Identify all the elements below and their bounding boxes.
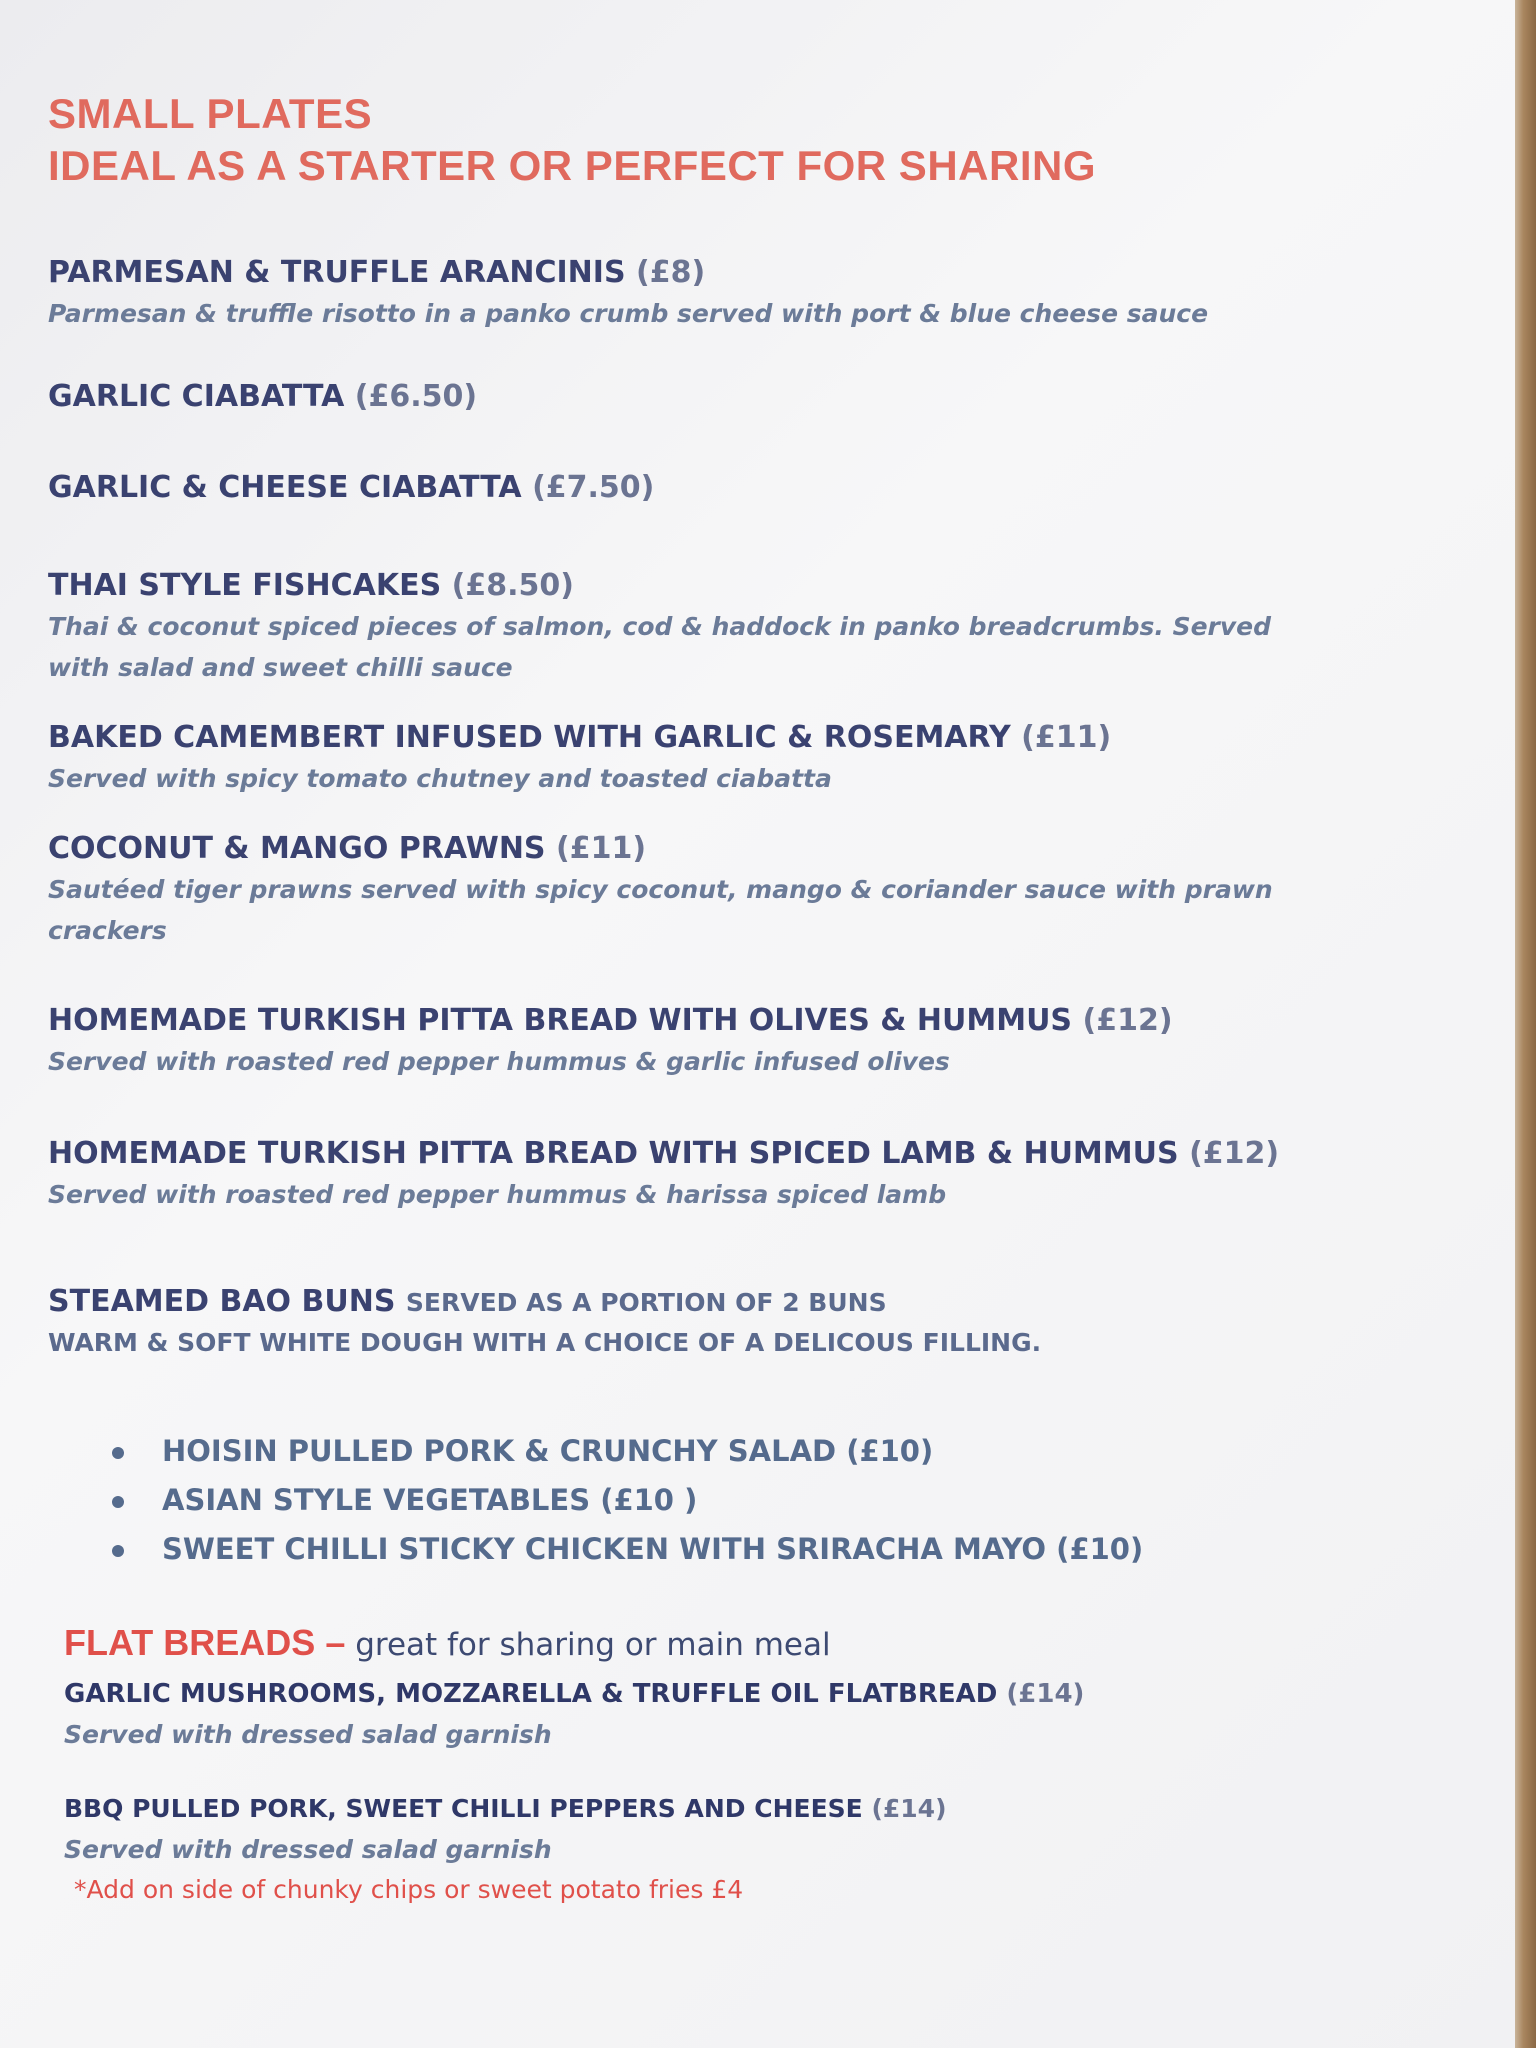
item-price: (£8.50) xyxy=(451,568,574,603)
item-price: (£12) xyxy=(1189,1136,1280,1171)
flatbreads-heading xyxy=(64,1620,1468,1674)
item-price: (£8) xyxy=(636,255,706,290)
item-title xyxy=(48,253,1468,293)
list-item: SWEET CHILLI STICKY CHICKEN WITH SRIRACHA MAYO (£10) xyxy=(112,1525,1468,1574)
item-price: (£11) xyxy=(1021,720,1112,755)
section-title: SMALL PLATES xyxy=(48,90,373,137)
item-name: GARLIC MUSHROOMS, MOZZARELLA & TRUFFLE OIL FLATBREAD xyxy=(64,1679,998,1709)
menu-item-coconut-mango-prawns xyxy=(48,829,1468,951)
menu-item-pitta-lamb-hummus xyxy=(48,1134,1468,1215)
menu-item-garlic-ciabatta xyxy=(48,377,1468,417)
item-description: Served with roasted red pepper hummus & garlic infused olives xyxy=(48,1047,950,1076)
item-title xyxy=(64,1789,1468,1829)
item-title xyxy=(64,1674,1468,1714)
item-name: HOMEMADE TURKISH PITTA BREAD WITH SPICED LAMB & HUMMUS xyxy=(48,1136,1179,1171)
item-title xyxy=(48,718,1468,758)
item-description-cont: with salad and sweet chilli sauce xyxy=(48,653,513,682)
menu-content xyxy=(48,88,1468,1910)
item-title xyxy=(48,1282,1468,1323)
flatbreads-title: FLAT BREADS – xyxy=(64,1622,346,1663)
item-name: THAI STYLE FISHCAKES xyxy=(48,568,442,603)
menu-item-baked-camembert xyxy=(48,718,1468,799)
list-item: HOISIN PULLED PORK & CRUNCHY SALAD (£10) xyxy=(112,1427,1468,1476)
wooden-table-edge xyxy=(1515,0,1536,2048)
item-title xyxy=(48,1001,1468,1041)
item-title xyxy=(48,829,1468,869)
item-description: Thai & coconut spiced pieces of salmon, cod & haddock in panko breadcrumbs. Served xyxy=(48,612,1272,641)
item-price: (£7.50) xyxy=(532,470,655,505)
item-description: Served with dressed salad garnish xyxy=(64,1720,552,1749)
menu-item-thai-fishcakes xyxy=(48,566,1468,688)
add-on-note: *Add on side of chunky chips or sweet potato fries £4 xyxy=(74,1875,744,1904)
item-title xyxy=(48,468,1468,508)
flatbreads-section xyxy=(48,1620,1468,1910)
item-description-cont: crackers xyxy=(48,916,167,945)
section-subtitle: IDEAL AS A STARTER OR PERFECT FOR SHARING xyxy=(48,142,1096,189)
item-name: PARMESAN & TRUFFLE ARANCINIS xyxy=(48,255,626,290)
item-name: HOMEMADE TURKISH PITTA BREAD WITH OLIVES & HUMMUS xyxy=(48,1003,1073,1038)
item-title xyxy=(48,377,1468,417)
flatbreads-subtitle: great for sharing or main meal xyxy=(345,1627,831,1663)
list-item: ASIAN STYLE VEGETABLES (£10 ) xyxy=(112,1476,1468,1525)
item-title xyxy=(48,1134,1468,1174)
menu-item-arancinis xyxy=(48,253,1468,334)
item-price: (£11) xyxy=(556,831,647,866)
item-description: Served with spicy tomato chutney and toasted ciabatta xyxy=(48,764,832,793)
item-title xyxy=(48,566,1468,606)
menu-item-bbq-pork-flatbread xyxy=(64,1789,1468,1910)
item-description: Served with dressed salad garnish xyxy=(64,1835,552,1864)
item-price: (£6.50) xyxy=(354,379,478,414)
item-name: GARLIC & CHEESE CIABATTA xyxy=(48,470,522,505)
menu-item-pitta-olives-hummus xyxy=(48,1001,1468,1082)
item-price: (£14) xyxy=(1006,1679,1085,1709)
item-price: (£12) xyxy=(1082,1003,1173,1038)
item-description: Parmesan & truffle risotto in a panko crumb served with port & blue cheese sauce xyxy=(48,299,1209,328)
item-price: (£14) xyxy=(871,1794,947,1823)
item-name: BAKED CAMEMBERT INFUSED WITH GARLIC & ROSEMARY xyxy=(48,720,1011,755)
item-name: COCONUT & MANGO PRAWNS xyxy=(48,831,546,866)
menu-item-garlic-cheese-ciabatta xyxy=(48,468,1468,508)
item-description: Sautéed tiger prawns served with spicy coconut, mango & coriander sauce with prawn xyxy=(48,875,1273,904)
item-description: WARM & SOFT WHITE DOUGH WITH A CHOICE OF A DELICOUS FILLING. xyxy=(48,1328,1042,1357)
item-name: GARLIC CIABATTA xyxy=(48,379,345,414)
item-description: Served with roasted red pepper hummus & harissa spiced lamb xyxy=(48,1180,947,1209)
item-name: BBQ PULLED PORK, SWEET CHILLI PEPPERS AND CHEESE xyxy=(64,1794,863,1823)
bao-filling-list xyxy=(48,1427,1468,1574)
item-name: STEAMED BAO BUNS xyxy=(48,1284,396,1319)
menu-item-garlic-mushroom-flatbread xyxy=(64,1674,1468,1755)
menu-item-bao-buns xyxy=(48,1282,1468,1574)
item-portion-note: SERVED AS A PORTION OF 2 BUNS xyxy=(405,1288,887,1317)
